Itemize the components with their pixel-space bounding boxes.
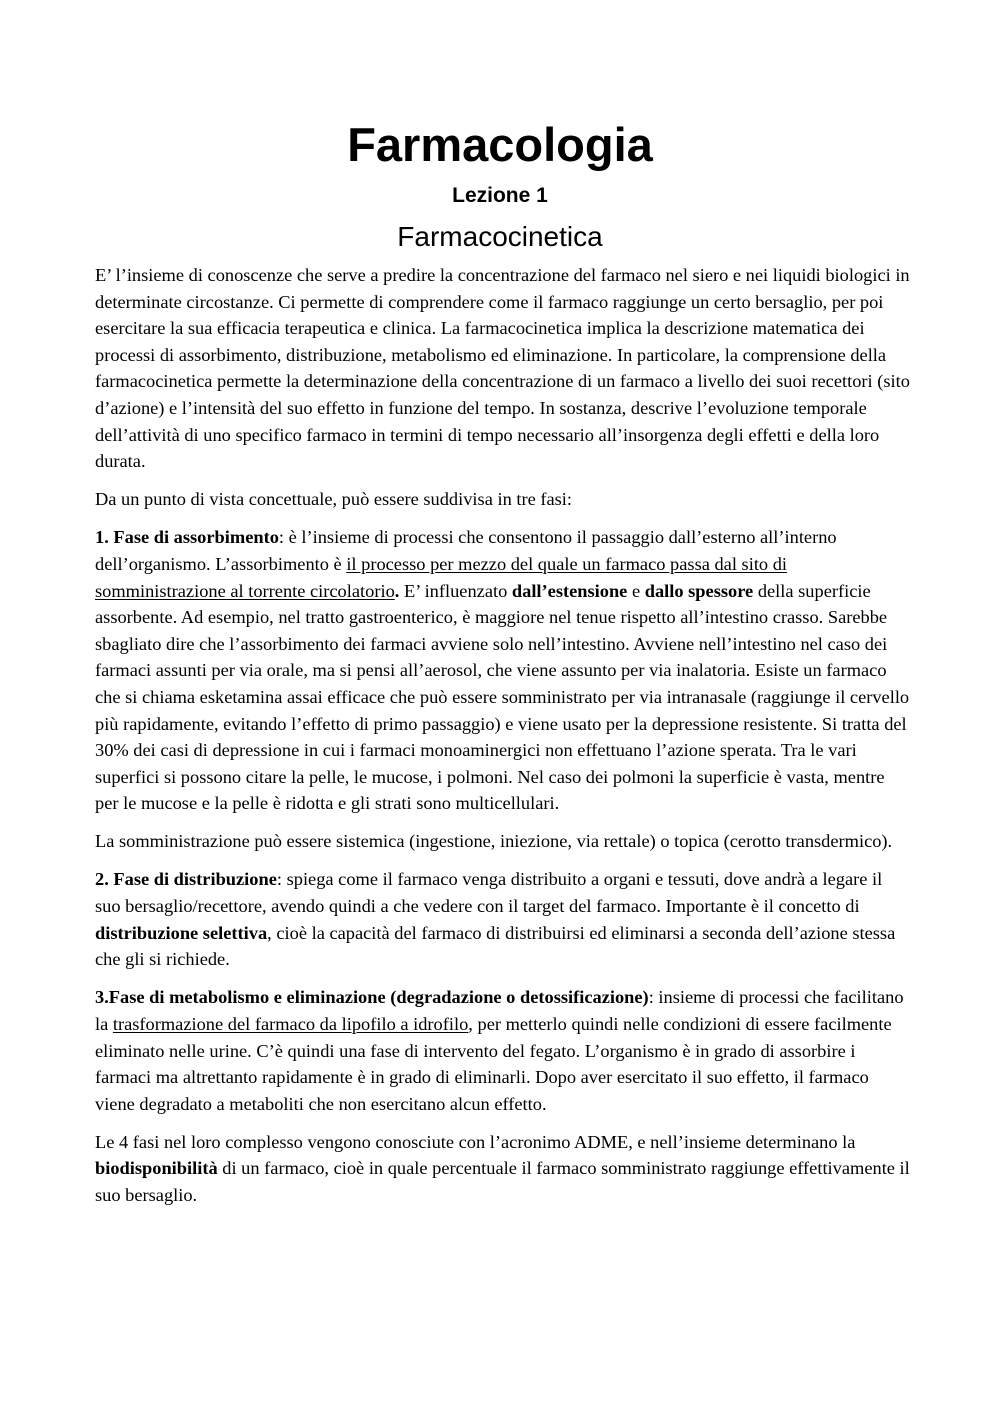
phase3-text-a: : insieme di processi che facilitano la: [95, 987, 904, 1034]
phase1-text-c: e: [627, 580, 645, 601]
phase2-text-a: : spiega come il farmaco venga distribuito a organi e tessuti, dove andrà a legare il suo bersaglio/recettore, avendo quindi a che vedere con il target del farmaco. Importante è il concetto di: [95, 869, 883, 917]
document-body: [95, 262, 910, 1220]
document-title: Farmacologia: [347, 118, 653, 171]
phase1-bold-thickness: dallo spessore: [644, 580, 754, 601]
phase1-bold-period: .: [394, 580, 400, 601]
phase2-text-b: , cioè la capacità del farmaco di distribuirsi ed eliminarsi a seconda dell’azione stessa che gli si richiede.: [95, 922, 896, 970]
phase3-text-b: , per metterlo quindi nelle condizioni di essere facilmente eliminato nelle urine. C’è quindi una fase di intervento del fegato. L’organismo è in grado di assorbire i farmaci ma altrettanto rapidamente è in grado di eliminarli. Dopo aver esercitato il suo effetto, il farmaco viene degradato a metaboliti che non esercitano alcun effetto.: [95, 1013, 892, 1114]
intro-paragraph: E’ l’insieme di conoscenze che serve a predire la concentrazione del farmaco nel siero e nei liquidi biologici in determinate circostanze. Ci permette di comprendere come il farmaco raggiunge un certo bersaglio, per poi esercitare la sua efficacia terapeutica e clinica. La farmacocinetica implica la descrizione matematica dei processi di assorbimento, distribuzione, metabolismo ed eliminazione. In particolare, la comprensione della farmacocinetica permette la determinazione della concentrazione di un farmaco a livello dei suoi recettori (sito d’azione) e l’intensità del suo effetto in funzione del tempo. In sostanza, descrive l’evoluzione temporale dell’attività di uno specifico farmaco in termini di tempo necessario all’insorgenza degli effetti e della loro durata.: [95, 265, 910, 472]
phase1-text-b: E’ influenzato: [399, 580, 512, 601]
phase2-heading: 2. Fase di distribuzione: [95, 869, 277, 890]
phase3-heading: 3.Fase di metabolismo e eliminazione (degradazione o detossificazione): [95, 987, 649, 1008]
administration-note-paragraph: La somministrazione può essere sistemica (ingestione, iniezione, via rettale) o topica (cerotto transdermico).: [95, 831, 893, 852]
phase3-paragraph: [95, 984, 910, 1117]
phase1-underlined-definition: il processo per mezzo del quale un farmaco passa dal sito di somministrazione al torrente circolatorio: [95, 553, 788, 601]
phase2-paragraph: [95, 866, 910, 972]
conclusion-text-a: Le 4 fasi nel loro complesso vengono conosciute con l’acronimo ADME, e nell’insieme determinano la: [95, 1131, 856, 1152]
phases-intro-paragraph: Da un punto di vista concettuale, può essere suddivisa in tre fasi:: [95, 489, 573, 510]
phase1-paragraph: [95, 524, 910, 817]
phase3-underlined-transformation: trasformazione del farmaco da lipofilo a idrofilo: [112, 1013, 469, 1034]
lesson-subtitle: Lezione 1: [452, 184, 548, 207]
conclusion-bold-bioavailability: biodisponibilità: [95, 1158, 218, 1179]
phase1-heading: 1. Fase di assorbimento: [95, 527, 279, 548]
phase2-bold-selective-distribution: distribuzione selettiva: [95, 922, 268, 943]
conclusion-text-b: di un farmaco, cioè in quale percentuale il farmaco somministrato raggiunge effettivamente il suo bersaglio.: [95, 1158, 910, 1205]
phase1-bold-extension: dall’estensione: [511, 580, 628, 601]
phase1-text-d: della superficie assorbente. Ad esempio, nel tratto gastroenterico, è maggiore nel tenue rispetto all’intestino crasso. Sarebbe sbagliato dire che l’assorbimento dei farmaci avviene solo nell’intestino. Avviene nell’intestino nel caso dei farmaci assunti per via orale, ma si pensi all’aerosol, che viene assunto per via inalatoria. Esiste un farmaco che si chiama esketamina assai efficace che può essere somministrato per via intranasale (raggiunge il cervello più rapidamente, evitando l’effetto di primo passaggio) e viene usato per la depressione resistente. Si tratta del 30% dei casi di depressione in cui i farmaci monoaminergici non effettuano l’azione sperata. Tra le vari superfici si possono citare la pelle, le mucose, i polmoni. Nel caso dei polmoni la superficie è vasta, mentre per le mucose e la pelle è ridotta e gli strati sono multicellulari.: [95, 580, 910, 814]
conclusion-paragraph: [95, 1129, 910, 1209]
section-heading: Farmacocinetica: [397, 221, 603, 252]
phase1-text-a: : è l’insieme di processi che consentono il passaggio dall’esterno all’interno dell’organismo. L’assorbimento è: [95, 527, 837, 574]
